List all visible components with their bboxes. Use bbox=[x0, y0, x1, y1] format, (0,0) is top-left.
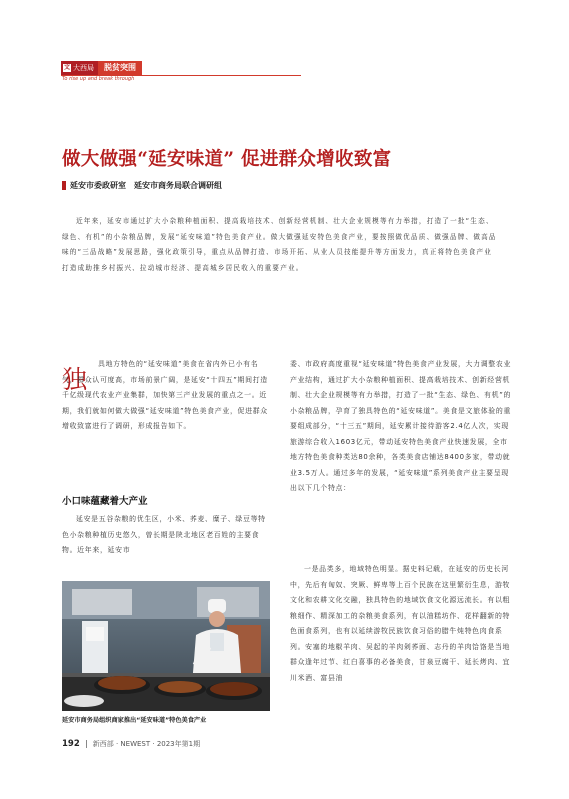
author-marker bbox=[62, 181, 66, 190]
magazine-issue: 新西部 · NEWEST · 2023年第1期 bbox=[92, 740, 201, 748]
section-label: 脱贫突围 bbox=[98, 61, 142, 75]
body-paragraph: 延安是五谷杂粮的优生区，小米、荞麦、糜子、绿豆等特色小杂粮种植历史悠久，曾长期是陕北地区老百姓的主要食物。近年来，延安市 bbox=[62, 515, 266, 554]
article-title: 做大做强“延安味道” 促进群众增收致富 bbox=[62, 149, 392, 170]
article-abstract: 近年来，延安市通过扩大小杂粮种植面积、提高栽培技术、创新经营机制、壮大企业规模等有力举措，打造了一批“生态、绿色、有机”的小杂粮品牌，发展“延安味道”特色美食产业。做大做强延安特色美食产业，要按照做优品质、做强品牌、做高品味的“三品战略”发展思路，强化政策引导，重点从品牌打造、市场开拓、从业人员技能提升等方面发力，真正将特色美食产业打造成助推乡村振兴、拉动城市经济、提高城乡居民收入的重要产业。 bbox=[62, 217, 497, 272]
logo-text: 大西局 bbox=[73, 64, 94, 72]
section-heading: 小口味蕴藏着大产业 bbox=[62, 496, 148, 507]
photo-caption: 延安市商务局组织商家推出“延安味道”特色美食产业 bbox=[62, 717, 207, 724]
chef-photo-illustration bbox=[62, 581, 270, 711]
magazine-logo bbox=[61, 61, 98, 75]
author-names: 延安市委政研室 延安市商务局联合调研组 bbox=[70, 181, 222, 190]
page-number: 192 bbox=[62, 739, 80, 749]
page-footer bbox=[62, 739, 200, 749]
section-tag bbox=[61, 61, 142, 75]
article-photo bbox=[62, 581, 270, 711]
body-paragraph: 委、市政府高度重视“延安味道”特色美食产业发展，大力调整农业产业结构，通过扩大小杂粮种植面积、提高栽培技术、创新经营机制、壮大企业规模等有力举措，打造了一批“生态、绿色、有机”的小杂粮品牌，孕育了独具特色的“延安味道”。美食是文旅体验的重要组成部分，“十三五”期间，延安累计接待游客2.4亿人次，实现旅游综合收入1603亿元，带动延安特色美食产业快速发展，全市地方特色美食种类达80余种，各类美食店铺达8400多家，带动就业3.5万人。通过多年的发展，“延安味道”系列美食产业主要呈现出以下几个特点： bbox=[290, 360, 512, 492]
intro-paragraph: 具地方特色的“延安味道”美食在省内外已小有名气，群众认可度高，市场前景广阔，是延安“十四五”期间打造千亿级现代农业产业集群，加快第三产业发展的重点之一。近期，我们就如何做大做强“延安味道”特色美食产业，促进群众增收致富进行了调研，形成报告如下。 bbox=[62, 360, 268, 430]
article-authors bbox=[62, 180, 222, 191]
footer-divider bbox=[86, 740, 87, 748]
drop-cap: 独 bbox=[62, 365, 88, 394]
section-subtitle: To rise up and break through bbox=[62, 76, 135, 82]
logo-mark: 文 bbox=[63, 64, 70, 71]
body-paragraph: 一是品类多，地域特色明显。据史料记载，在延安的历史长河中，先后有匈奴、突厥、鲜卑等上百个民族在这里繁衍生息，游牧文化和农耕文化交融，独具特色的地域饮食文化源远流长。有以粗粮细作、精深加工的杂粮美食系列，有以油糕坊作、花样翻新的特色面食系列，也有以延续游牧民族饮食习俗的腊牛炖特色肉食系列。安塞的地椒羊肉、吴起的羊肉剁荞面、志丹的羊肉饸饹是当地群众逢年过节、红白喜事的必备美食，甘泉豆腐干、延长烤肉、宜川米酒、富县油 bbox=[290, 565, 511, 682]
